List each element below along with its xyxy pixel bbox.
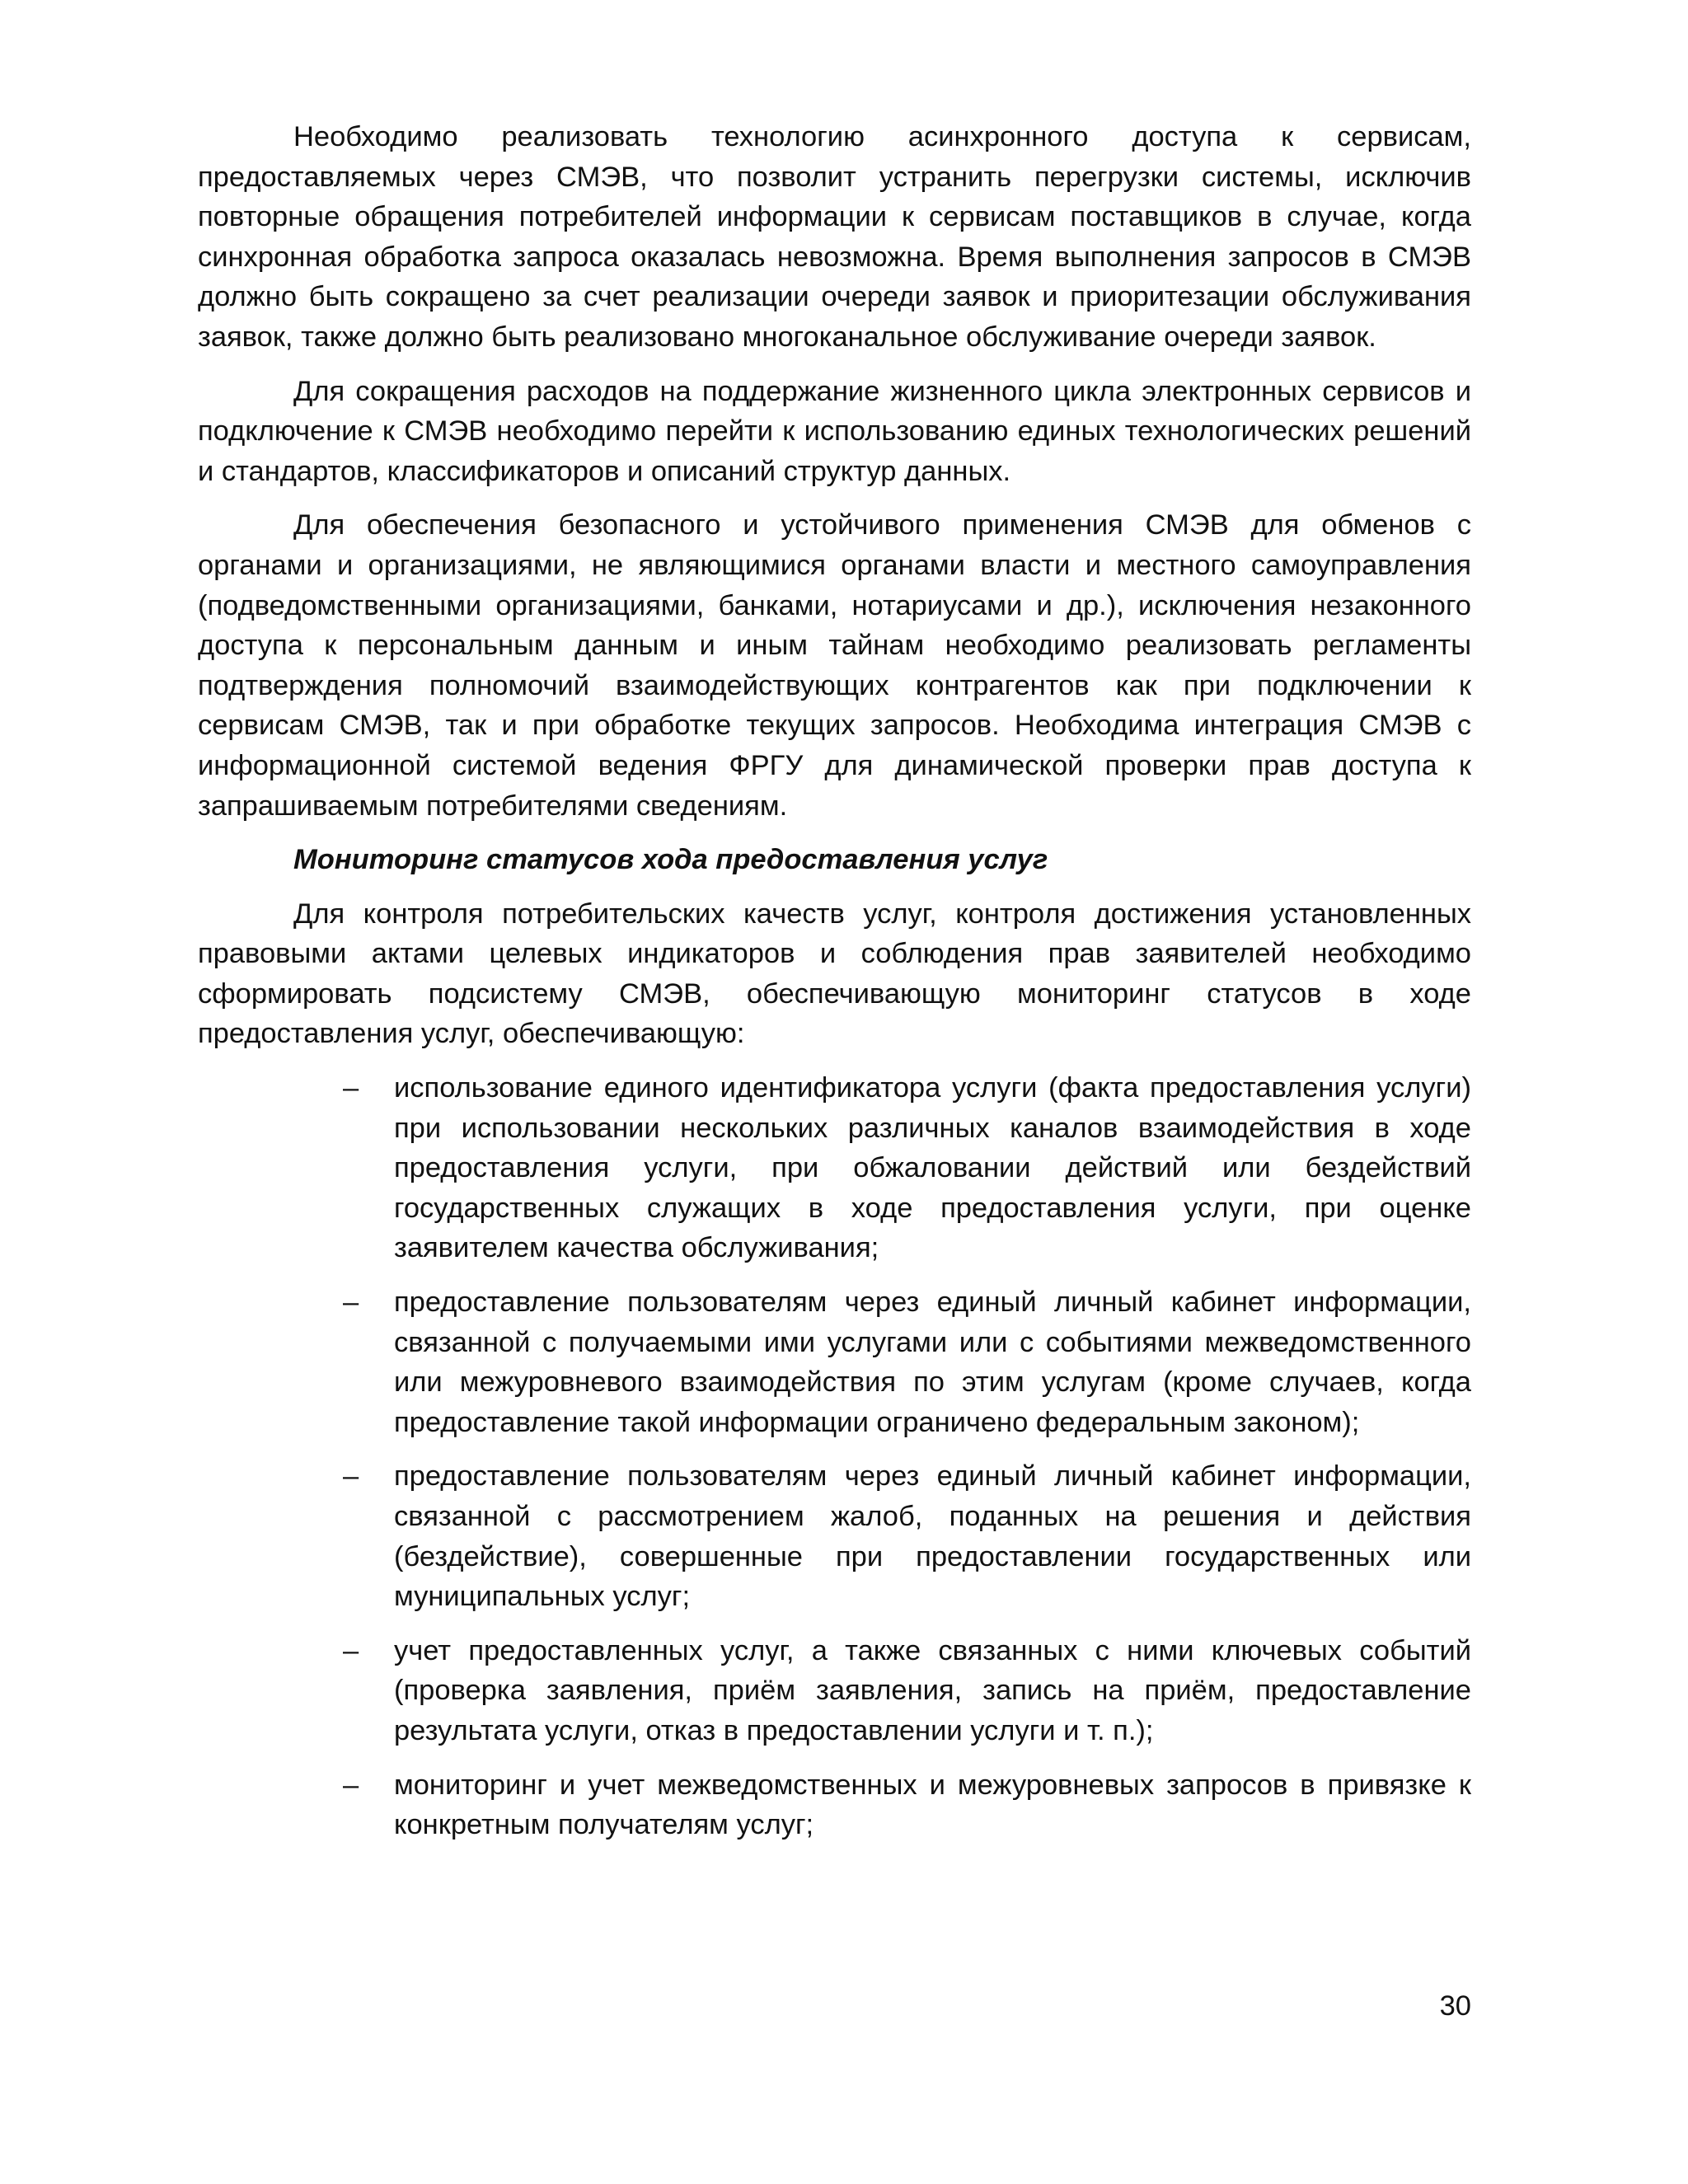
paragraph-security: Для обеспечения безопасного и устойчивого применения СМЭВ для обменов с органами и организациями, не являющимися органами власти и местного самоуправления (подведомственными организациями, банками, нотариусами и др.), исключения незаконного доступа к персональным данным и иным тайнам необходимо реализовать регламенты подтверждения полномочий взаимодействующих контрагентов как при подключении к сервисам СМЭВ, так и при обработке текущих запросов. Необходима интеграция СМЭВ с информационной системой ведения ФРГУ для динамической проверки прав доступа к запрашиваемым потребителями сведениям. [198, 509, 1471, 822]
document-page [198, 117, 1471, 1859]
section-heading: Мониторинг статусов хода предоставления услуг [293, 844, 1048, 876]
requirements-list [198, 1068, 1471, 1845]
dash-marker: – [343, 1460, 359, 1493]
list-item-text: использование единого идентификатора услуги (факта предоставления услуги) при использовании нескольких различных каналов взаимодействия в ходе предоставления услуги, при обжаловании действий или бездействий государственных служащих в ходе предоставления услуги, при оценке заявителем качества обслуживания; [394, 1072, 1471, 1264]
list-item [343, 1631, 1471, 1751]
dash-marker: – [343, 1072, 359, 1104]
list-item [343, 1282, 1471, 1442]
list-item-text: предоставление пользователям через единый личный кабинет информации, связанной с получаемыми ими услугами или с событиями межведомственного или межуровневого взаимодействия по этим услугам (кроме случаев, когда предоставление такой информации ограничено федеральным законом); [394, 1286, 1471, 1438]
list-item [343, 1068, 1471, 1268]
dash-marker: – [343, 1769, 359, 1801]
paragraph-cost-reduction: Для сокращения расходов на поддержание жизненного цикла электронных сервисов и подключение к СМЭВ необходимо перейти к использованию единых технологических решений и стандартов, классификаторов и описаний структур данных. [198, 375, 1471, 487]
section-intro: Для контроля потребительских качеств услуг, контроля достижения установленных правовыми актами целевых индикаторов и соблюдения прав заявителей необходимо сформировать подсистему СМЭВ, обеспечивающую мониторинг статусов в ходе предоставления услуг, обеспечивающую: [198, 898, 1471, 1050]
list-item [343, 1765, 1471, 1845]
dash-marker: – [343, 1634, 359, 1666]
list-item-text: мониторинг и учет межведомственных и межуровневых запросов в привязке к конкретным получателям услуг; [394, 1769, 1471, 1841]
dash-marker: – [343, 1286, 359, 1319]
list-item-text: учет предоставленных услуг, а также связанных с ними ключевых событий (проверка заявления, приём заявления, запись на приём, предоставление результата услуги, отказ в предоставлении услуги и т. п.); [394, 1634, 1471, 1746]
page-number: 30 [1439, 1990, 1471, 2022]
paragraph-async-access: Необходимо реализовать технологию асинхронного доступа к сервисам, предоставляемых через СМЭВ, что позволит устранить перегрузки системы, исключив повторные обращения потребителей информации к сервисам поставщиков в случае, когда синхронная обработка запроса оказалась невозможна. Время выполнения запросов в СМЭВ должно быть сокращено за счет реализации очереди заявок и приоритезации обслуживания заявок, также должно быть реализовано многоканальное обслуживание очереди заявок. [198, 121, 1471, 353]
list-item-text: предоставление пользователям через единый личный кабинет информации, связанной с рассмотрением жалоб, поданных на решения и действия (бездействие), совершенные при предоставлении государственных или муниципальных услуг; [394, 1460, 1471, 1613]
list-item [343, 1456, 1471, 1616]
